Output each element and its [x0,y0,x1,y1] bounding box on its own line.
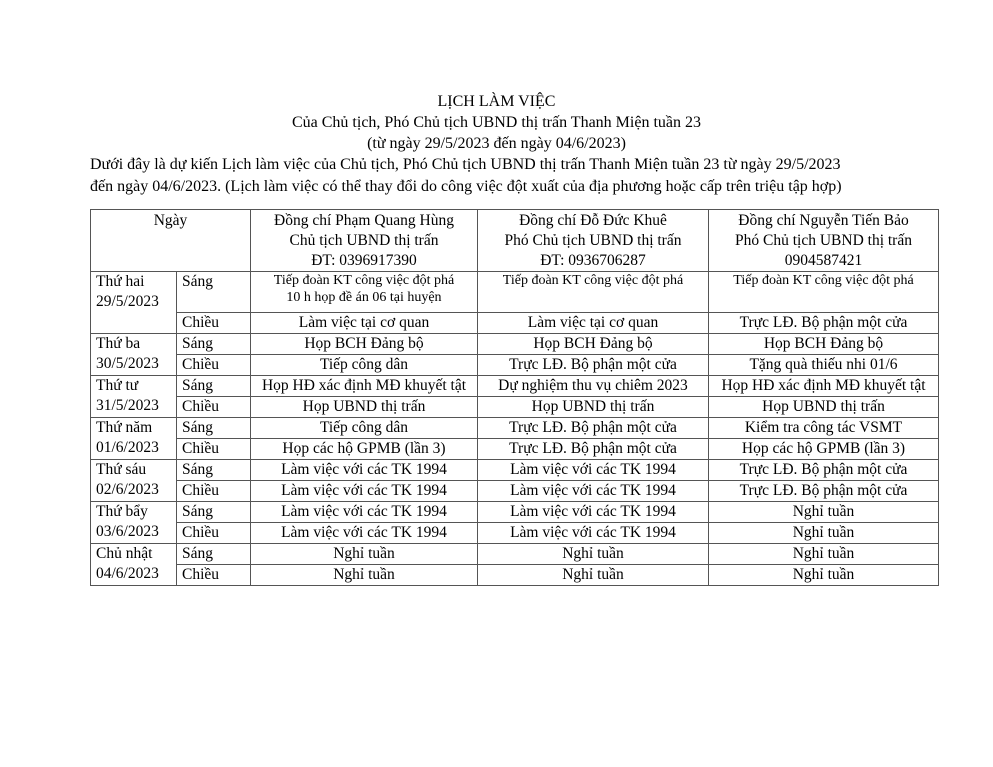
session-label: Chiều [177,439,251,460]
page-title: LỊCH LÀM VIỆC [437,93,556,110]
official-phone: ĐT: 0396917390 [311,252,417,269]
schedule-cell: Làm việc với các TK 1994 [251,523,478,544]
table-row [91,481,939,502]
official-role: Phó Chủ tịch UBND thị trấn [504,232,682,249]
table-row [91,565,939,586]
intro-line: đến ngày 04/6/2023. (Lịch làm việc có thể thay đổi do công việc đột xuất của địa phương hoặc cấp trên triệu tập hợp) [90,178,842,195]
schedule-cell: Họp BCH Đảng bộ [709,334,939,355]
table-row [91,460,939,481]
schedule-cell: Nghỉ tuần [709,523,939,544]
table-row [91,376,939,397]
weekday: Thứ ba [96,335,141,352]
schedule-cell: Nghỉ tuần [478,544,709,565]
day-cell [91,418,177,460]
schedule-cell: Nghỉ tuần [251,565,478,586]
schedule-cell: Nghỉ tuần [709,565,939,586]
table-row [91,313,939,334]
date-range: (từ ngày 29/5/2023 đến ngày 04/6/2023) [367,135,626,152]
schedule-cell: Nghỉ tuần [478,565,709,586]
session-label: Chiều [177,397,251,418]
session-label: Chiều [177,565,251,586]
schedule-cell: Tiếp công dân [251,418,478,439]
schedule-cell: Tiếp công dân [251,355,478,376]
schedule-cell: Làm việc với các TK 1994 [478,502,709,523]
official-phone: 0904587421 [784,252,863,269]
schedule-cell: Làm việc với các TK 1994 [478,460,709,481]
date: 04/6/2023 [96,565,159,582]
schedule-item: 10 h họp đề án 06 tại huyện [286,290,442,305]
table-row [91,397,939,418]
official-name: Đồng chí Nguyễn Tiến Bảo [738,212,909,229]
schedule-cell: Họp HĐ xác định MĐ khuyết tật [251,376,478,397]
header-official-3 [709,210,939,272]
schedule-cell: Họp UBND thị trấn [251,397,478,418]
schedule-cell: Dự nghiệm thu vụ chiêm 2023 [478,376,709,397]
schedule-cell: Họp BCH Đảng bộ [251,334,478,355]
session-label: Sáng [177,544,251,565]
schedule-cell: Làm việc với các TK 1994 [251,502,478,523]
schedule-cell: Kiểm tra công tác VSMT [709,418,939,439]
intro-paragraph [90,154,920,198]
page-subtitle: Của Chủ tịch, Phó Chủ tịch UBND thị trấn Thanh Miện tuần 23 [291,114,701,131]
schedule-cell [251,272,478,313]
table-row [91,334,939,355]
header-row [91,210,939,272]
date: 31/5/2023 [96,397,159,414]
schedule-cell: Trực LĐ. Bộ phận một cửa [478,355,709,376]
table-row [91,523,939,544]
header-day: Ngày [91,210,251,272]
official-role: Chủ tịch UBND thị trấn [289,232,439,249]
schedule-cell: Họp các hộ GPMB (lần 3) [251,439,478,460]
session-label: Chiều [177,481,251,502]
weekday: Thứ sáu [96,461,147,478]
weekday: Thứ bẩy [96,503,148,520]
session-label: Sáng [177,334,251,355]
date: 03/6/2023 [96,523,159,540]
schedule-cell: Nghỉ tuần [709,502,939,523]
schedule-table [90,209,939,586]
table-row [91,418,939,439]
schedule-cell: Trực LĐ. Bộ phận một cửa [478,418,709,439]
weekday: Thứ hai [96,273,145,290]
schedule-item: Tiếp đoàn KT công việc đột phá [273,273,455,288]
table-row [91,355,939,376]
schedule-cell: Họp các hộ GPMB (lần 3) [709,439,939,460]
weekday: Thứ năm [96,419,153,436]
date: 29/5/2023 [96,293,159,310]
schedule-cell: Trực LĐ. Bộ phận một cửa [709,460,939,481]
schedule-cell: Trực LĐ. Bộ phận một cửa [478,439,709,460]
weekday: Thứ tư [96,377,139,394]
table-row [91,272,939,313]
date: 02/6/2023 [96,481,159,498]
day-cell [91,272,177,334]
session-label: Chiều [177,523,251,544]
official-name: Đồng chí Phạm Quang Hùng [274,212,454,229]
table-row [91,502,939,523]
date: 01/6/2023 [96,439,159,456]
schedule-cell: Họp UBND thị trấn [478,397,709,418]
schedule-cell: Nghỉ tuần [251,544,478,565]
schedule-cell: Tiếp đoàn KT công việc đột phá [709,272,939,313]
schedule-cell: Làm việc tại cơ quan [478,313,709,334]
session-label: Sáng [177,272,251,313]
session-label: Sáng [177,418,251,439]
intro-line: Dưới đây là dự kiến Lịch làm việc của Chủ tịch, Phó Chủ tịch UBND thị trấn Thanh Miện tuần 23 từ ngày 29/5/2023 [90,156,841,173]
official-name: Đồng chí Đỗ Đức Khuê [519,212,667,229]
table-row [91,544,939,565]
schedule-cell: Họp HĐ xác định MĐ khuyết tật [709,376,939,397]
schedule-cell: Trực LĐ. Bộ phận một cửa [709,313,939,334]
weekday: Chủ nhật [96,545,153,562]
session-label: Chiều [177,313,251,334]
session-label: Sáng [177,376,251,397]
day-cell [91,376,177,418]
schedule-cell: Làm việc với các TK 1994 [478,481,709,502]
schedule-cell: Làm việc với các TK 1994 [478,523,709,544]
schedule-cell: Làm việc với các TK 1994 [251,460,478,481]
day-cell [91,334,177,376]
schedule-cell: Trực LĐ. Bộ phận một cửa [709,481,939,502]
day-cell [91,544,177,586]
schedule-cell: Làm việc với các TK 1994 [251,481,478,502]
official-phone: ĐT: 0936706287 [540,252,646,269]
official-role: Phó Chủ tịch UBND thị trấn [735,232,912,249]
day-cell [91,502,177,544]
schedule-cell: Họp BCH Đảng bộ [478,334,709,355]
header-official-1 [251,210,478,272]
session-label: Sáng [177,460,251,481]
day-cell [91,460,177,502]
schedule-cell: Họp UBND thị trấn [709,397,939,418]
session-label: Chiều [177,355,251,376]
schedule-cell: Làm việc tại cơ quan [251,313,478,334]
schedule-cell: Nghỉ tuần [709,544,939,565]
date: 30/5/2023 [96,355,159,372]
table-row [91,439,939,460]
schedule-cell: Tiếp đoàn KT công việc đột phá [478,272,709,313]
schedule-cell: Tặng quà thiếu nhi 01/6 [709,355,939,376]
session-label: Sáng [177,502,251,523]
header-official-2 [478,210,709,272]
